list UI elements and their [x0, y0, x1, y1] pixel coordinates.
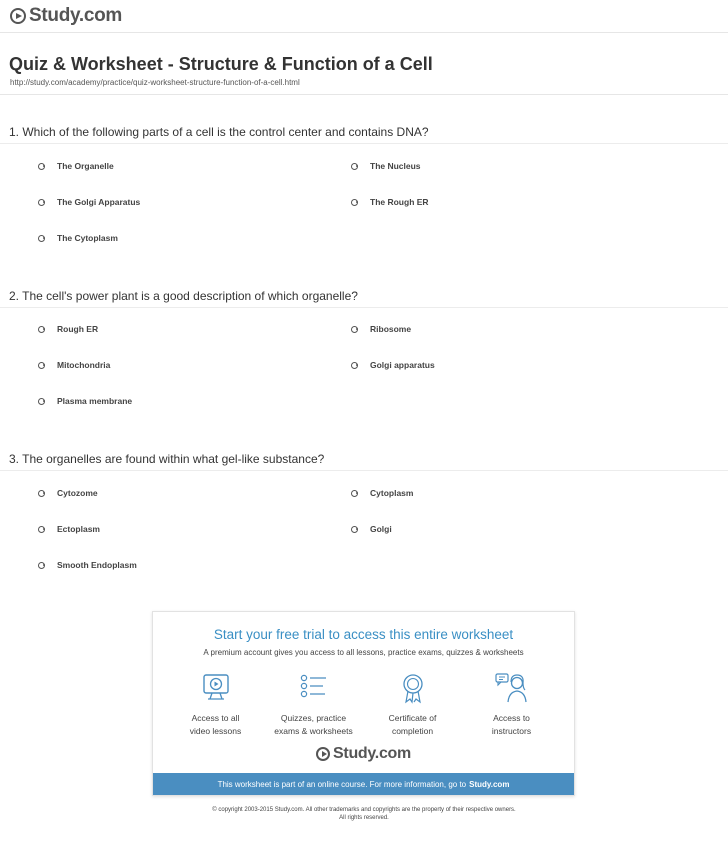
course-info-banner — [153, 773, 574, 795]
answer-option[interactable]: The Organelle — [38, 161, 114, 171]
feature-video-lessons — [168, 672, 263, 738]
url-divider — [0, 94, 728, 95]
page-title: Quiz & Worksheet - Structure & Function of a Cell — [9, 54, 433, 74]
radio-button-icon[interactable] — [351, 526, 358, 533]
feature-label: exams & worksheets — [274, 726, 353, 736]
feature-label: Access to all — [191, 713, 240, 723]
promo-title[interactable]: Start your free trial to access this entire worksheet — [213, 627, 514, 642]
question-text: 3. The organelles are found within what gel-like substance? — [9, 452, 325, 466]
promo-logo[interactable] — [153, 745, 574, 763]
answer-option[interactable]: The Nucleus — [351, 161, 421, 171]
feature-label: completion — [391, 726, 434, 736]
answer-option[interactable]: Cytozome — [38, 488, 98, 498]
logo-text: Study.com — [333, 745, 411, 762]
feature-label: instructors — [491, 726, 532, 736]
answer-option[interactable]: The Rough ER — [351, 197, 429, 207]
answer-option[interactable]: Smooth Endoplasm — [38, 560, 137, 570]
feature-label: Quizzes, practice — [280, 713, 347, 723]
answer-option[interactable]: Golgi — [351, 524, 392, 534]
free-trial-promo — [152, 611, 575, 796]
feature-certificate — [365, 672, 460, 738]
radio-button-icon[interactable] — [38, 235, 45, 242]
question-text: 1. Which of the following parts of a cell is the control center and contains DNA? — [9, 125, 429, 139]
answer-option[interactable]: Ectoplasm — [38, 524, 100, 534]
radio-button-icon[interactable] — [351, 362, 358, 369]
answer-option[interactable]: Ribosome — [351, 324, 411, 334]
copyright — [0, 806, 728, 822]
answer-option[interactable]: The Golgi Apparatus — [38, 197, 140, 207]
play-circle-icon — [10, 8, 26, 24]
banner-link[interactable]: Study.com — [469, 779, 510, 789]
radio-button-icon[interactable] — [38, 199, 45, 206]
radio-button-icon[interactable] — [351, 326, 358, 333]
feature-label: video lessons — [189, 726, 242, 736]
answer-option[interactable]: Plasma membrane — [38, 396, 132, 406]
question-text: 2. The cell's power plant is a good description of which organelle? — [9, 289, 358, 303]
answer-option[interactable]: Cytoplasm — [351, 488, 413, 498]
question-divider — [0, 470, 728, 471]
radio-button-icon[interactable] — [38, 326, 45, 333]
video-lesson-icon — [201, 672, 231, 704]
radio-button-icon[interactable] — [38, 398, 45, 405]
study-logo[interactable] — [10, 5, 122, 27]
banner-text: This worksheet is part of an online course. For more information, go to — [217, 779, 467, 789]
question-divider — [0, 143, 728, 144]
radio-button-icon[interactable] — [351, 163, 358, 170]
feature-label: Certificate of — [388, 713, 437, 723]
header-divider — [0, 32, 728, 33]
page-url: http://study.com/academy/practice/quiz-worksheet-structure-function-of-a-cell.html — [10, 78, 300, 87]
play-circle-icon — [316, 747, 330, 761]
copyright-line: All rights reserved. — [339, 815, 389, 821]
answer-option[interactable]: Rough ER — [38, 324, 98, 334]
radio-button-icon[interactable] — [351, 490, 358, 497]
radio-button-icon[interactable] — [38, 526, 45, 533]
feature-label: Access to — [493, 713, 530, 723]
question-divider — [0, 307, 728, 308]
feature-instructors — [464, 672, 559, 738]
radio-button-icon[interactable] — [351, 199, 358, 206]
answer-option[interactable]: Golgi apparatus — [351, 360, 435, 370]
feature-quizzes — [266, 672, 361, 738]
checklist-icon — [299, 672, 329, 704]
answer-option[interactable]: The Cytoplasm — [38, 233, 118, 243]
logo-text: Study.com — [29, 5, 123, 26]
radio-button-icon[interactable] — [38, 562, 45, 569]
radio-button-icon[interactable] — [38, 163, 45, 170]
promo-subtitle: A premium account gives you access to all lessons, practice exams, quizzes & worksheets — [203, 648, 524, 657]
radio-button-icon[interactable] — [38, 490, 45, 497]
radio-button-icon[interactable] — [38, 362, 45, 369]
copyright-line: © copyright 2003-2015 Study.com. All other trademarks and copyrights are the property of their respective owners. — [212, 807, 516, 813]
instructor-icon — [495, 672, 529, 704]
answer-option[interactable]: Mitochondria — [38, 360, 110, 370]
certificate-icon — [398, 672, 428, 704]
